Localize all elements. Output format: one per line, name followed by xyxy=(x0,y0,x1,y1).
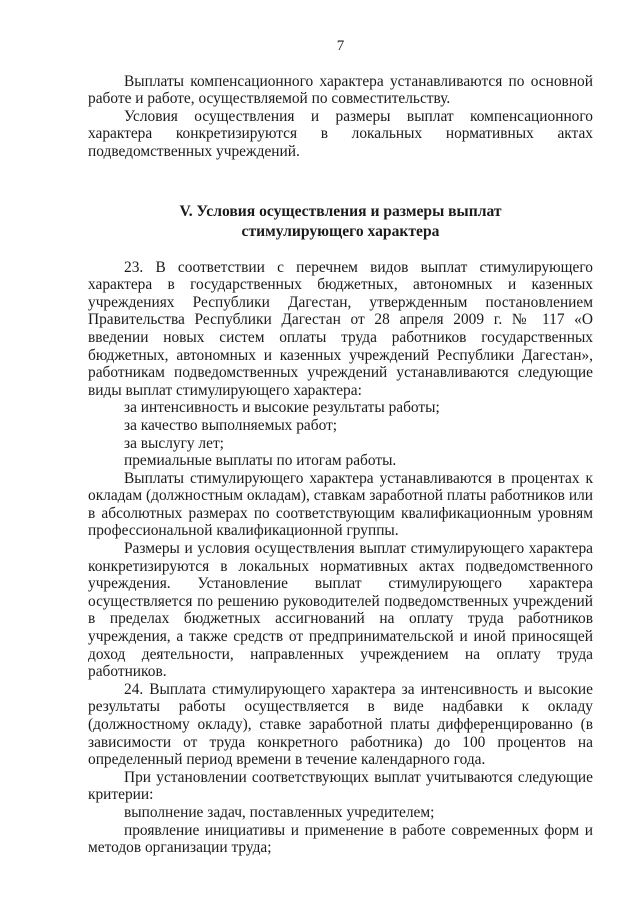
list-item-payment-type: за интенсивность и высокие результаты работы; xyxy=(124,399,440,417)
paragraph-23: 23. В соответствии с перечнем видов выплат стимулирующего характера в государственных бюджетных, автономных и казенных учреждениях Республики Дагестан, утвержденным постановлением Правительства Республики Дагестан от 28 апреля 2009 г. № 117 «О введении новых систем оплаты труда работников государственных бюджетных, автономных и казенных учреждений Республики Дагестан», работникам подведомственных учреждений устанавливаются следующие виды выплат стимулирующего характера: xyxy=(88,258,593,399)
page-number: 7 xyxy=(336,38,345,54)
paragraph-compensation-local-acts: Условия осуществления и размеры выплат компенсационного характера конкретизируются в локальных нормативных актах подведомственных учреждений. xyxy=(88,107,593,160)
paragraph-percent: Выплаты стимулирующего характера устанавливаются в процентах к окладам (должностным окладам), ставкам заработной платы работников или в абсолютных размерах по соответствующим квалификационным уровням профессиональной квалификационной группы. xyxy=(88,469,593,540)
section-heading xyxy=(88,202,593,242)
paragraph-criteria: При установлении соответствующих выплат учитываются следующие критерии: xyxy=(88,768,593,804)
paragraph-compensation-main-work: Выплаты компенсационного характера устанавливаются по основной работе и работе, осуществляемой по совместительству. xyxy=(88,72,593,108)
document-page xyxy=(88,38,593,857)
paragraph-conditions: Размеры и условия осуществления выплат стимулирующего характера конкретизируются в локальных нормативных актах подведомственного учреждения. Установление выплат стимулирующего характера осуществляется по решению руководителей подведомственных учреждений в пределах бюджетных ассигнований на оплату труда работников учреждения, а также средств от предпринимательской и иной приносящей доход деятельности, направленных учреждением на оплату труда работников. xyxy=(88,540,593,681)
list-item-criterion: выполнение задач, поставленных учредителем; xyxy=(124,803,435,821)
list-item-criterion: проявление инициативы и применение в работе современных форм и методов организации труда; xyxy=(88,821,593,857)
section-heading-line-2: стимулирующего характера xyxy=(241,222,440,240)
paragraph-24: 24. Выплата стимулирующего характера за интенсивность и высокие результаты работы осуществляется в виде надбавки к окладу (должностному окладу), ставке заработной платы дифференцированно (в зависимости от труда конкретного работника) до 100 процентов на определенный период времени в течение календарного года. xyxy=(88,680,593,769)
list-item-payment-type: премиальные выплаты по итогам работы. xyxy=(124,452,397,470)
list-item-payment-type: за выслугу лет; xyxy=(124,434,224,452)
list-item-payment-type: за качество выполняемых работ; xyxy=(124,416,338,434)
section-heading-line-1: V. Условия осуществления и размеры выплат xyxy=(179,202,502,220)
